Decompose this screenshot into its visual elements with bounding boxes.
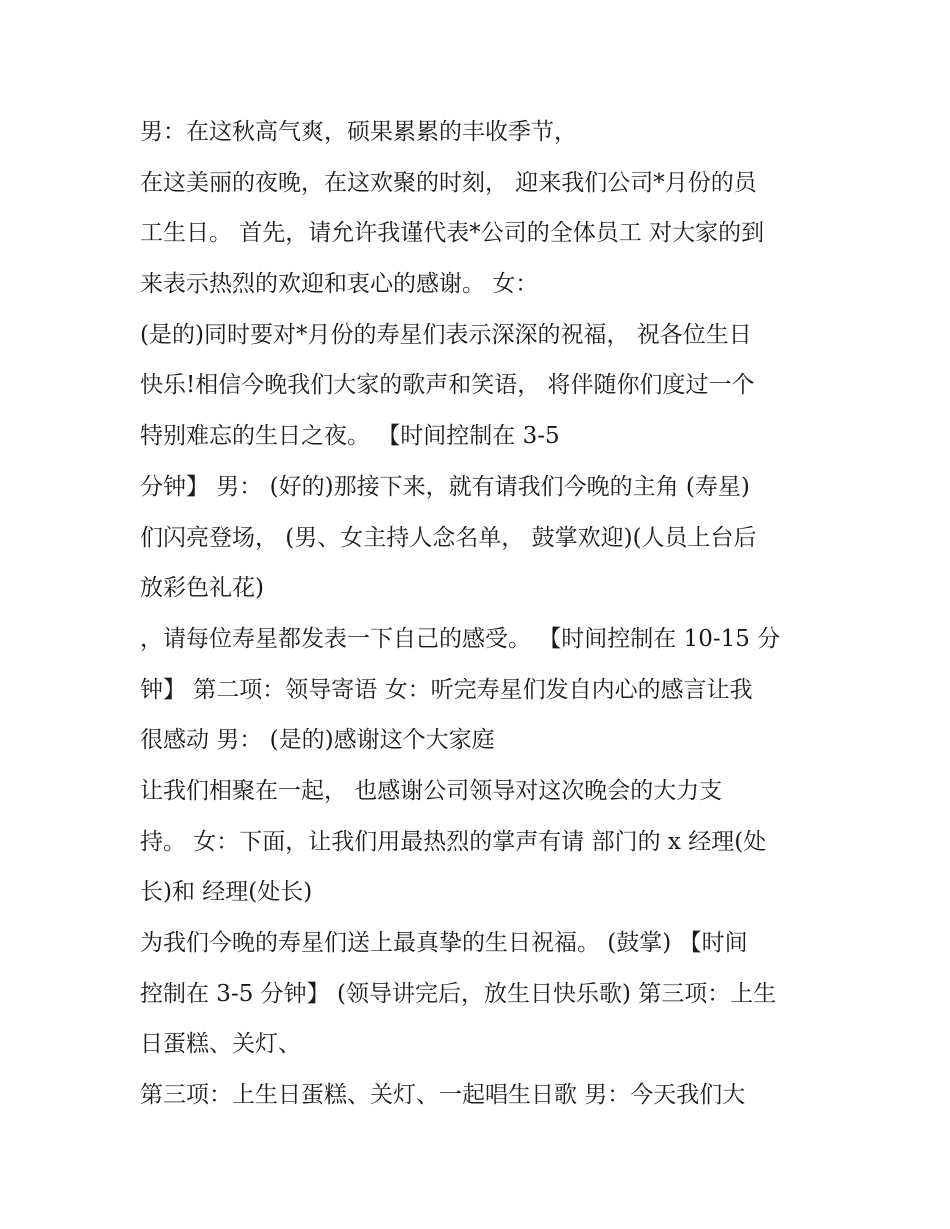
text-line-11: ，请每位寿星都发表一下自己的感受。 【时间控制在 10-15 分 — [140, 625, 781, 652]
text-line-20: 第三项：上生日蛋糕、关灯、一起唱生日歌 男：今天我们大 — [140, 1082, 746, 1109]
document-body — [140, 107, 820, 1121]
text-line-10: 放彩色礼花) — [140, 575, 264, 602]
text-line-5: (是的)同时要对*月份的寿星们表示深深的祝福， 祝各位生日 — [140, 321, 752, 348]
text-line-15: 持。 女：下面，让我们用最热烈的掌声有请 部门的 x 经理(处 — [140, 828, 767, 855]
text-line-19: 日蛋糕、关灯、 — [140, 1031, 301, 1058]
text-line-12: 钟】 第二项：领导寄语 女：听完寿星们发自内心的感言让我 — [140, 676, 753, 703]
text-line-13: 很感动 男： (是的)感谢这个大家庭 — [140, 727, 495, 754]
text-line-9: 们闪亮登场， (男、女主持人念名单， 鼓掌欢迎)(人员上台后 — [140, 524, 757, 551]
text-line-17: 为我们今晚的寿星们送上最真挚的生日祝福。 (鼓掌) 【时间 — [140, 930, 748, 956]
text-line-4: 来表示热烈的欢迎和衷心的感谢。 女： — [140, 271, 539, 298]
text-line-16: 长)和 经理(处长) — [140, 879, 313, 906]
text-line-2: 在这美丽的夜晚，在这欢聚的时刻， 迎来我们公司*月份的员 — [140, 169, 757, 196]
text-line-6: 快乐!相信今晚我们大家的歌声和笑语， 将伴随你们度过一个 — [140, 372, 755, 399]
text-line-18: 控制在 3-5 分钟】 (领导讲完后，放生日快乐歌) 第三项：上生 — [140, 980, 777, 1007]
text-line-7: 特别难忘的生日之夜。 【时间控制在 3-5 — [140, 423, 560, 450]
text-line-8: 分钟】 男： (好的)那接下来，就有请我们今晚的主角 (寿星) — [140, 473, 750, 500]
text-line-3: 工生日。 首先，请允许我谨代表*公司的全体员工 对大家的到 — [140, 220, 765, 247]
text-line-1: 男：在这秋高气爽，硕果累累的丰收季节， — [140, 119, 577, 145]
text-line-14: 让我们相聚在一起， 也感谢公司领导对这次晚会的大力支 — [140, 777, 723, 804]
